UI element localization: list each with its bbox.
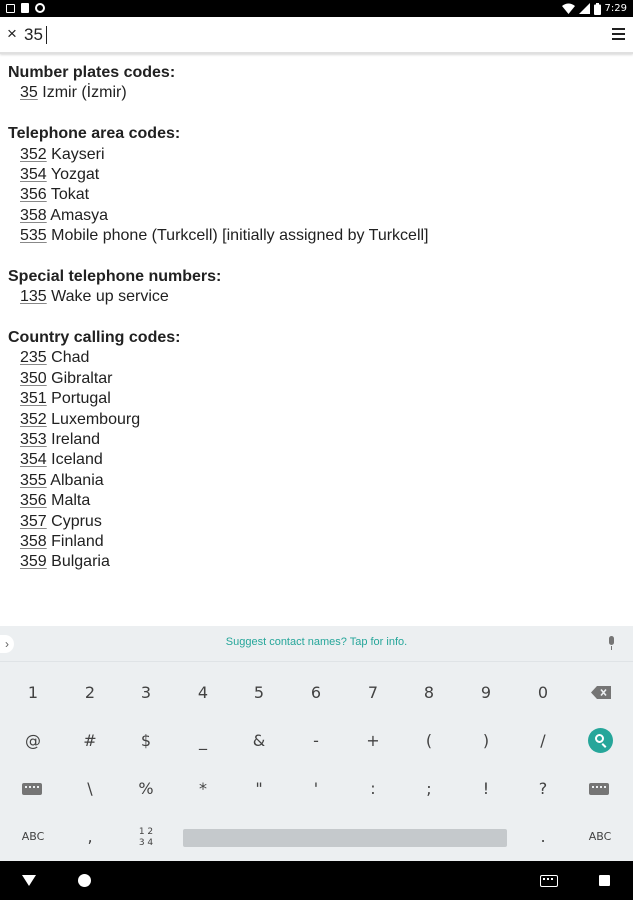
symbol-key[interactable]: \ xyxy=(87,779,93,798)
symbol-key[interactable]: ? xyxy=(538,779,548,798)
back-icon[interactable] xyxy=(22,875,36,886)
result-entry[interactable] xyxy=(8,165,628,185)
result-section xyxy=(8,328,628,573)
result-entry[interactable] xyxy=(8,450,628,470)
entry-description: Malta xyxy=(46,492,91,510)
symbol-key[interactable]: & xyxy=(252,731,266,750)
result-entry[interactable] xyxy=(8,145,628,165)
number-key[interactable]: 1 xyxy=(27,683,39,702)
entry-description: Finland xyxy=(46,532,104,550)
entry-description: Kayseri xyxy=(46,145,105,163)
symbol-key[interactable]: % xyxy=(138,779,154,798)
clear-search-button[interactable]: × xyxy=(7,24,17,43)
keyboard-row-symbols-2 xyxy=(0,767,633,813)
keyboard-row-symbols xyxy=(0,719,633,765)
status-time: 7:29 xyxy=(604,3,627,14)
symbol-key[interactable]: + xyxy=(366,731,380,750)
section-title: Number plates codes: xyxy=(8,64,176,81)
result-entry[interactable] xyxy=(8,491,628,511)
symbol-key[interactable]: " xyxy=(255,779,263,798)
entry-code: 35 xyxy=(20,84,38,102)
entry-description: Chad xyxy=(46,349,90,367)
status-right-icons xyxy=(562,2,627,15)
symbol-key[interactable]: / xyxy=(540,731,546,750)
entry-description: Izmir (İzmir) xyxy=(37,84,127,102)
symbol-key[interactable]: : xyxy=(370,779,376,798)
text-caret xyxy=(46,26,47,44)
entry-description: Ireland xyxy=(46,431,101,449)
keyboard xyxy=(0,626,633,861)
keyboard-icon xyxy=(589,783,609,795)
result-entry[interactable] xyxy=(8,206,628,226)
symbol-key[interactable]: @ xyxy=(25,731,41,750)
entry-code: 357 xyxy=(20,512,47,530)
results-list xyxy=(8,63,628,593)
symbol-key[interactable]: # xyxy=(83,731,97,750)
number-key[interactable]: 7 xyxy=(367,683,379,702)
entry-description: Mobile phone (Turkcell) [initially assigned by Turkcell] xyxy=(46,227,429,245)
notification-box-icon xyxy=(6,4,15,13)
status-left-icons xyxy=(6,3,45,13)
keyboard-switch-icon[interactable] xyxy=(540,875,558,887)
number-key[interactable]: 5 xyxy=(253,683,265,702)
entry-code: 353 xyxy=(20,431,47,449)
entry-code: 355 xyxy=(20,471,47,489)
entry-description: Yozgat xyxy=(46,165,100,183)
expand-toolbar-button[interactable]: › xyxy=(0,635,14,653)
suggestion-strip xyxy=(0,626,633,662)
home-icon[interactable] xyxy=(78,874,91,887)
cellular-signal-icon xyxy=(579,3,590,14)
hamburger-menu-icon[interactable] xyxy=(612,28,625,41)
symbol-key[interactable]: - xyxy=(313,731,319,750)
entry-description: Bulgaria xyxy=(46,553,110,571)
entry-description: Cyprus xyxy=(46,512,102,530)
search-action-key[interactable] xyxy=(575,719,625,763)
entry-description: Wake up service xyxy=(46,288,169,306)
period-key[interactable]: . xyxy=(540,827,546,846)
number-key[interactable]: 3 xyxy=(140,683,152,702)
result-section xyxy=(8,124,628,246)
entry-code: 235 xyxy=(20,349,47,367)
entry-description: Amasya xyxy=(46,206,109,224)
entry-code: 359 xyxy=(20,553,47,571)
number-key[interactable]: 2 xyxy=(84,683,96,702)
section-title: Country calling codes: xyxy=(8,329,181,347)
backspace-key[interactable] xyxy=(575,671,625,715)
wifi-icon xyxy=(562,3,575,14)
result-section xyxy=(8,267,628,308)
keyboard-icon xyxy=(22,783,42,795)
entry-code: 135 xyxy=(20,288,47,306)
symbol-key[interactable]: ) xyxy=(482,731,490,750)
entry-description: Gibraltar xyxy=(46,369,113,387)
entry-description: Tokat xyxy=(46,186,90,204)
battery-icon xyxy=(594,3,601,15)
navigation-bar xyxy=(0,861,633,900)
section-title: Telephone area codes: xyxy=(8,125,181,143)
status-bar xyxy=(0,0,633,17)
result-entry[interactable] xyxy=(8,410,628,430)
abc-key-left[interactable]: ABC xyxy=(21,830,45,843)
entry-code: 350 xyxy=(20,369,47,387)
result-entry[interactable] xyxy=(8,389,628,409)
entry-description: Portugal xyxy=(46,390,111,408)
number-key[interactable]: 8 xyxy=(423,683,435,702)
entry-code: 354 xyxy=(20,165,47,183)
number-key[interactable]: 6 xyxy=(310,683,322,702)
symbol-key[interactable]: ! xyxy=(482,779,490,798)
symbol-key[interactable]: ; xyxy=(426,779,432,798)
number-key[interactable]: 0 xyxy=(537,683,549,702)
suggest-contacts-prompt[interactable]: Suggest contact names? Tap for info. xyxy=(225,636,408,648)
search-bar xyxy=(0,17,633,54)
entry-code: 352 xyxy=(20,145,47,163)
space-bar[interactable] xyxy=(183,829,507,847)
search-icon xyxy=(595,734,604,743)
result-entry[interactable] xyxy=(8,471,628,491)
keyboard-row-numbers xyxy=(0,671,633,717)
backspace-icon xyxy=(591,686,611,699)
entry-code: 351 xyxy=(20,390,47,408)
keyboard-row-bottom xyxy=(0,815,633,861)
entry-code: 358 xyxy=(20,532,47,550)
symbol-key[interactable]: ' xyxy=(313,779,319,798)
entry-description: Iceland xyxy=(46,451,103,469)
symbol-key[interactable]: * xyxy=(199,779,207,798)
result-section xyxy=(8,63,628,104)
result-entry[interactable] xyxy=(8,532,628,552)
entry-code: 535 xyxy=(20,227,47,245)
sd-card-icon xyxy=(21,3,29,13)
symbol-key[interactable]: ( xyxy=(425,731,433,750)
result-entry[interactable] xyxy=(8,552,628,572)
result-entry[interactable] xyxy=(8,369,628,389)
result-entry[interactable] xyxy=(8,287,628,307)
recent-apps-icon[interactable] xyxy=(599,875,610,886)
emoji-keyboard-key[interactable] xyxy=(8,767,58,811)
microphone-icon[interactable] xyxy=(606,636,616,651)
more-symbols-key[interactable] xyxy=(121,815,171,859)
entry-description: Luxembourg xyxy=(46,410,141,428)
entry-code: 356 xyxy=(20,492,47,510)
symbol-key[interactable]: _ xyxy=(199,731,207,750)
result-entry[interactable] xyxy=(8,348,628,368)
search-input[interactable] xyxy=(24,22,584,48)
entry-code: 356 xyxy=(20,186,47,204)
abc-key-right[interactable]: ABC xyxy=(588,830,612,843)
entry-code: 352 xyxy=(20,410,47,428)
entry-code: 358 xyxy=(20,206,47,224)
result-entry[interactable] xyxy=(8,226,628,246)
section-title: Special telephone numbers: xyxy=(8,267,222,285)
result-entry[interactable] xyxy=(8,512,628,532)
emoji-keyboard-key-right[interactable] xyxy=(575,767,625,811)
more-symbols-top: 1 2 xyxy=(138,827,154,837)
result-entry[interactable] xyxy=(8,83,628,103)
entry-code: 354 xyxy=(20,451,47,469)
comma-key[interactable]: , xyxy=(87,827,93,846)
result-entry[interactable] xyxy=(8,430,628,450)
result-entry[interactable] xyxy=(8,185,628,205)
more-symbols-bottom: 3 4 xyxy=(138,838,154,848)
number-key[interactable]: 4 xyxy=(197,683,209,702)
sync-circle-icon xyxy=(35,3,45,13)
symbol-key[interactable]: $ xyxy=(140,731,152,750)
entry-description: Albania xyxy=(46,471,104,489)
number-key[interactable]: 9 xyxy=(480,683,492,702)
